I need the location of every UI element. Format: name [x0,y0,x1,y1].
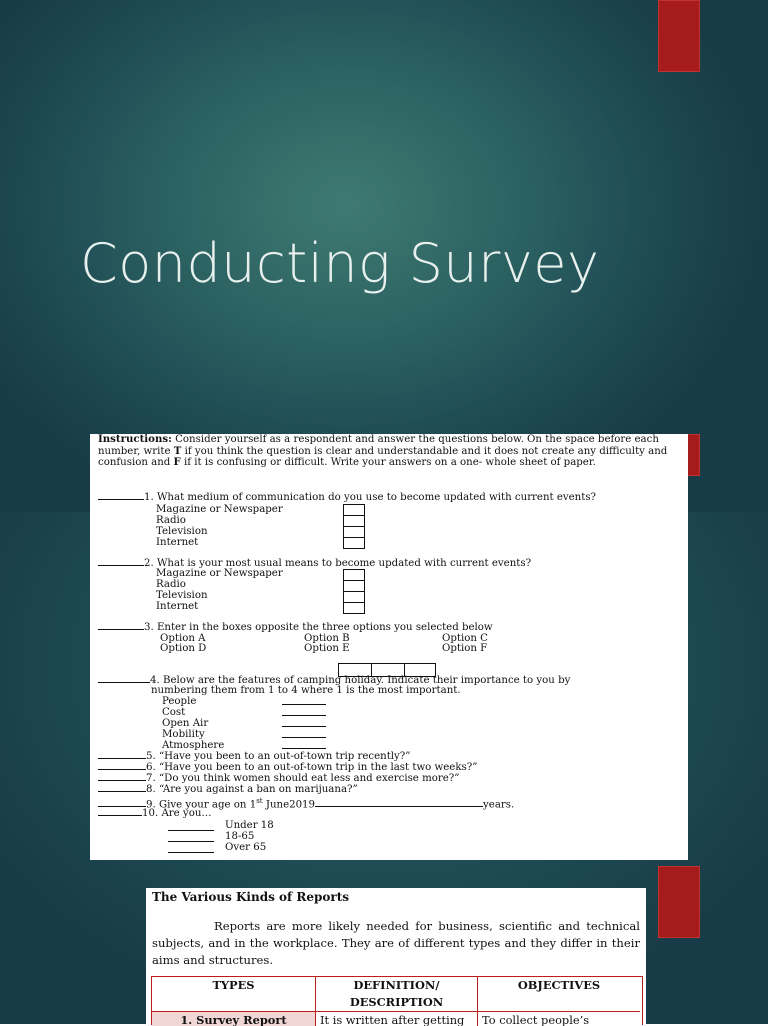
answer-line [168,841,214,842]
table-header: DEFINITION/ DESCRIPTION [316,977,478,1011]
rank-line [282,704,326,705]
t-letter: T [173,444,182,457]
report-body-text: Reports are more likely needed for business, scientific and technical subjects, and in the workplace. They are of different types and they differ in their aims and structures. [152,919,640,967]
rank-line [282,748,326,749]
question-text: 8. “Are you against a ban on marijuana?” [146,784,358,795]
survey-worksheet [90,434,688,860]
question-text: 2. What is your most usual means to become updated with current events? [144,558,532,569]
feature: Atmosphere [162,740,225,751]
checkbox-column [343,504,365,549]
option: Option F [442,643,488,654]
question-10 [98,808,212,819]
question-7 [98,773,459,784]
age-option: Under 18 [225,820,274,831]
checkbox-column [343,569,365,614]
report-title: The Various Kinds of Reports [152,890,349,904]
rank-line [282,726,326,727]
question-text: 6. “Have you been to an out-of-town trip in the last two weeks?” [146,762,478,773]
f-letter: F [173,456,181,468]
answer-line [168,852,214,853]
report-body [152,918,640,969]
feature: Cost [162,707,186,718]
instructions-label: Instructions: [98,433,172,445]
feature: People [162,696,197,707]
ordinal-suffix: st [256,797,263,805]
option: Internet [156,601,199,612]
question-3 [98,622,493,633]
table-header: TYPES [152,977,316,1011]
question-8 [98,784,358,795]
option: Option C [442,633,488,644]
feature: Open Air [162,718,209,729]
rank-line [282,715,326,716]
question-text: 4. Below are the features of camping holiday. Indicate their importance to you by [150,675,571,686]
table-cell: To collect people’s [478,1011,640,1026]
option: Option A [160,633,206,644]
option: Option D [160,643,207,654]
question-text: 7. “Do you think women should eat less and exercise more?” [146,773,460,784]
table-header: OBJECTIVES [517,978,601,992]
question-4-line-2: numbering them from 1 to 4 where 1 is the most important. [151,685,461,696]
rank-line [282,737,326,738]
age-option: Over 65 [225,842,267,853]
instructions-text: Consider yourself as a respondent and answer the questions below. On the space before each number, write [98,434,659,457]
feature: Mobility [162,729,205,740]
question-6 [98,762,477,773]
question-text-end: years. [483,799,515,811]
option: Radio [156,579,186,590]
question-text: 3. Enter in the boxes opposite the three options you selected below [144,622,493,633]
question-text-mid: June2019 [262,799,316,811]
option: Magazine or Newspaper [156,504,283,515]
question-1 [98,492,596,503]
option: Radio [156,515,186,526]
reports-document [146,888,646,1024]
answer-line [168,830,214,831]
instructions-end: if it is confusing or difficult. Write your answers on a one- whole sheet of paper. [180,457,596,468]
option: Television [156,590,208,601]
question-text: 9. Give your age on 1 [146,799,257,811]
option: Television [156,526,208,537]
option: Option E [304,643,350,654]
question-text: 5. “Have you been to an out-of-town trip recently?” [146,751,411,762]
question-text: 1. What medium of communication do you use to become updated with current events? [144,492,597,503]
accent-bar [658,866,700,938]
accent-bar [658,0,700,72]
instructions-mid: if you think the question is clear and understandable and it does not create any difficulty and confusion and [98,445,668,468]
table-cell: 1. Survey Report [152,1011,316,1026]
option: Internet [156,537,199,548]
option: Magazine or Newspaper [156,568,283,579]
report-types-table [151,976,643,1025]
question-5 [98,751,410,762]
instructions [98,434,682,469]
slide-title: Conducting Survey [80,232,600,295]
question-text: 10. Are you… [142,808,212,819]
age-option: 18-65 [225,831,255,842]
option: Option B [304,633,350,644]
table-cell: It is written after getting [316,1011,478,1026]
